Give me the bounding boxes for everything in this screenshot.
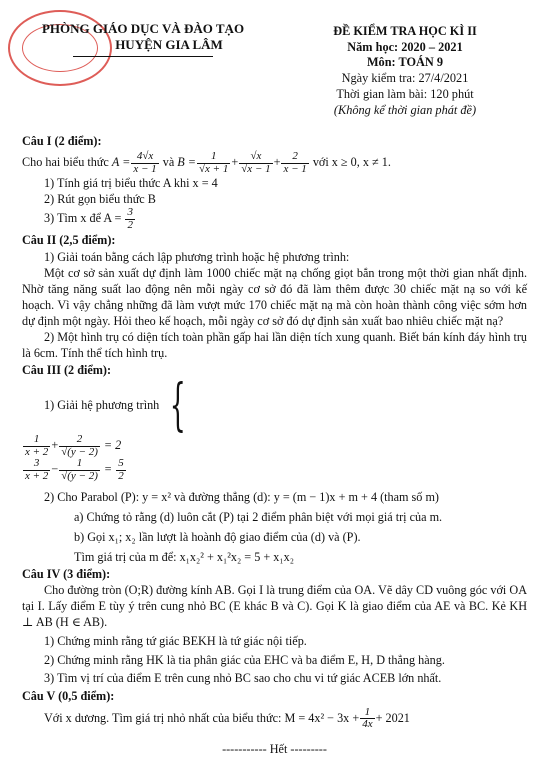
q4-problem: Cho đường tròn (O;R) đường kính AB. Gọi I là trung điểm của OA. Vẽ dây CD vuông góc với OA tại I. Lấy điểm E tùy ý trên cung nhỏ BC (E khác B và C). Gọi K là giao điểm của AE và BC. Kẻ KH ⊥ AB (H ∈ AB). <box>22 582 527 630</box>
exam-time: Thời gian làm bài: 120 phút <box>336 86 474 101</box>
school-year: Năm học: 2020 – 2021 <box>347 39 463 54</box>
q2-part1: 1) Giải toán bằng cách lập phương trình hoặc hệ phương trình: <box>44 249 350 264</box>
department-name: PHÒNG GIÁO DỤC VÀ ĐÀO TẠO <box>41 21 245 36</box>
q1-part3: 3) Tìm x để A = $\frac{3}{2}$ <box>44 206 133 231</box>
q5-problem: Với x dương. Tìm giá trị nhỏ nhất của biểu thức: M = 4x² − 3x + $\frac{1}{4x}$ + 2021 <box>44 705 410 731</box>
header-right <box>300 24 510 118</box>
district-name: HUYỆN GIA LÂM <box>115 36 223 52</box>
q3-part1: 1) Giải hệ phương trình { <box>44 373 187 439</box>
q3-title: Câu III (2 điểm): <box>22 363 112 378</box>
q2-title: Câu II (2,5 điểm): <box>22 233 116 248</box>
header-rule <box>73 56 213 57</box>
q3-part2b: b) Gọi x₁; x₂ lần lượt là hoành độ giao điểm của (d) và (P). <box>74 529 361 544</box>
header-left <box>28 22 258 57</box>
time-note: (Không kể thời gian phát đề) <box>333 102 477 117</box>
exam-title: ĐỀ KIỂM TRA HỌC KÌ II <box>333 24 477 38</box>
q1-part2: 2) Rút gọn biểu thức B <box>44 192 156 207</box>
q5-title: Câu V (0,5 điểm): <box>22 688 115 703</box>
q4-part1: 1) Chứng minh rằng tứ giác BEKH là tứ giác nội tiếp. <box>44 634 307 649</box>
q4-part2: 2) Chứng minh rằng HK là tia phân giác của EHC và ba điểm E, H, D thẳng hàng. <box>44 653 445 668</box>
q1-title: Câu I (2 điểm): <box>22 134 102 148</box>
subject: Môn: TOÁN 9 <box>366 55 444 70</box>
q3-part2a: a) Chứng tỏ rằng (d) luôn cắt (P) tại 2 điểm phân biệt với mọi giá trị của m. <box>74 509 443 524</box>
q4-title: Câu IV (3 điểm): <box>22 566 111 581</box>
exam-body: Câu I (2 điểm): Cho hai biểu thức A = $\frac{4√x}{x - 1}$ và B = $\frac{1}{√x + 1}$ + $\frac{√x}{√x - 1}$ + $\frac{2}{x - 1}$ với x ≥ 0, x ≠ 1. 1) Tính giá trị biểu thức A khi x = 4 2) Rút gọn biểu thức B 3) Tìm x để A = $\frac{3}{2}$ Câu II (2,5 điểm): 1) Giải toán bằng cách lập phương trình hoặc hệ phương trình: Một cơ sở sản xuất dự định làm 1000 chiếc mặt nạ chống giọt bắn trong một thời gian nhất định. Nhờ tăng năng suất lao động nên mỗi ngày cơ sở đó đã làm thêm được 30 chiếc mặt nạ so với kế hoạch. Vì vậy chẳng những đã làm vượt mức 170 chiếc mặt nạ mà còn hoàn thành công việc sớm hơn dự định một ngày. Hỏi theo kế hoạch, mỗi ngày cơ sở đó dự định sản xuất bao nhiêu chiếc mặt nạ? 2) Một hình trụ có diện tích toàn phần gấp hai lần diện tích xung quanh. Biết bán kính đáy hình trụ là 6cm. Tính thể tích hình trụ. Câu III (2 điểm): 1) Giải hệ phương trình { $\frac{1}{x + 2}$ + $\frac{2}{√(y - 2)}$ = 2 $\frac{3}{x + 2}$ − $\frac{1}{√(y - 2)}$ = $\frac{5}{2}$ 2) Cho Parabol (P): y = x² và đường thẳng (d): y = (m − 1)x + m + 4 (tham số m) a) Chứng tỏ rằng (d) luôn cắt (P) tại 2 điểm phân biệt với mọi giá trị của m. b) Gọi x₁; x₂ lần lượt là hoành độ giao điểm của (d) và (P). Tìm giá trị của m để: x₁x₂² + x₁²x₂ = 5 + x₁x₂ Câu IV (3 điểm): Cho đường tròn (O;R) đường kính AB. Gọi I là trung điểm của OA. Vẽ dây CD vuông góc với OA tại I. Lấy điểm E tùy ý trên cung nhỏ BC (E khác B và C). Gọi K là giao điểm của AE và BC. Kẻ KH ⊥ AB (H ∈ AB). 1) Chứng minh rằng tứ giác BEKH là tứ giác nội tiếp. 2) Chứng minh rằng HK là tia phân giác của EHC và ba điểm E, H, D thẳng hàng. 3) Tìm vị trí của điểm E trên cung nhỏ BC sao cho chu vi tứ giác ACEB lớn nhất. Câu V (0,5 điểm): Với x dương. Tìm giá trị nhỏ nhất của biểu thức: M = 4x² − 3x + $\frac{1}{4x}$ + 2021 ----------- Hết --------- <box>22 134 527 756</box>
q2-problem: Một cơ sở sản xuất dự định làm 1000 chiếc mặt nạ chống giọt bắn trong một thời gian nhất định. Nhờ tăng năng suất lao động nên mỗi ngày cơ sở đó đã làm thêm được 30 chiếc mặt nạ so với kế hoạch. Vì vậy chẳng những đã làm vượt mức 170 chiếc mặt nạ mà còn hoàn thành công việc sớm hơn dự định một ngày. Hỏi theo kế hoạch, mỗi ngày cơ sở đó dự định sản xuất bao nhiêu chiếc mặt nạ? <box>22 265 527 328</box>
q4-part3: 3) Tìm vị trí của điểm E trên cung nhỏ BC sao cho chu vi tứ giác ACEB lớn nhất. <box>44 671 442 686</box>
exam-date: Ngày kiểm tra: 27/4/2021 <box>341 71 469 86</box>
q3-part2c: Tìm giá trị của m để: x₁x₂² + x₁²x₂ = 5 + x₁x₂ <box>74 549 294 564</box>
q2-part2: 2) Một hình trụ có diện tích toàn phần gấp hai lần diện tích xung quanh. Biết bán kính đáy hình trụ là 6cm. Tính thể tích hình trụ. <box>22 330 527 361</box>
q1-intro: Cho hai biểu thức A = $\frac{4√x}{x - 1}$ và B = $\frac{1}{√x + 1}$ + $\frac{√x}{√x - 1}$ + $\frac{2}{x - 1}$ với x ≥ 0, x ≠ 1. <box>22 150 391 175</box>
q1-part1: 1) Tính giá trị biểu thức A khi x = 4 <box>44 176 218 191</box>
q3-part2: 2) Cho Parabol (P): y = x² và đường thẳng (d): y = (m − 1)x + m + 4 (tham số m) <box>44 489 439 504</box>
end-marker: ----------- Hết --------- <box>222 741 327 756</box>
